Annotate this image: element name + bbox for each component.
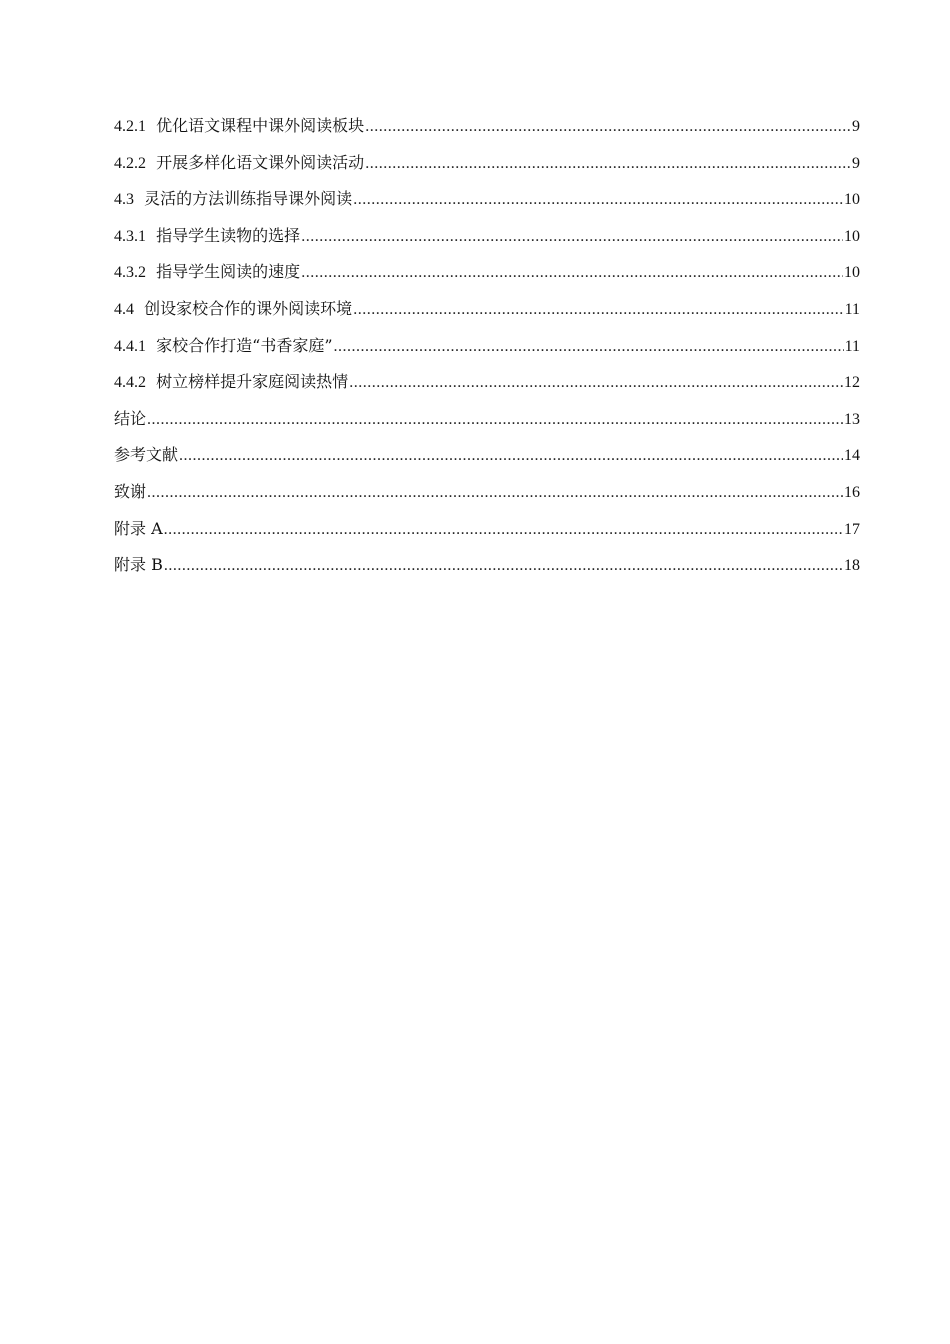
table-of-contents: [114, 108, 860, 584]
toc-dot-leader: [353, 292, 843, 329]
toc-entry-title: 结论: [114, 408, 147, 428]
toc-entry-title: 指导学生读物的选择: [146, 225, 301, 245]
toc-entry-title: 家校合作打造“书香家庭”: [146, 335, 333, 355]
toc-entry-page: 14: [844, 447, 860, 465]
toc-dot-leader: [349, 365, 843, 402]
toc-entry-page: 17: [844, 520, 860, 538]
toc-entry[interactable]: [114, 218, 860, 255]
toc-entry-number: 4.4: [114, 300, 134, 318]
toc-dot-leader: [164, 512, 843, 549]
toc-entry-page: 12: [844, 374, 860, 392]
toc-entry[interactable]: [114, 328, 860, 365]
toc-entry-page: 18: [844, 557, 860, 575]
toc-entry-title: 优化语文课程中课外阅读板块: [146, 116, 365, 135]
toc-entry-page: 9: [852, 154, 860, 172]
toc-dot-leader: [365, 146, 851, 183]
toc-entry[interactable]: [114, 108, 860, 145]
toc-entry-number: 4.2.2: [114, 154, 146, 172]
toc-entry-page: 9: [852, 118, 860, 135]
toc-dot-leader: [334, 329, 844, 366]
toc-entry[interactable]: [114, 547, 860, 584]
toc-entry-title: 附录 A: [114, 518, 163, 538]
toc-dot-leader: [164, 548, 843, 585]
toc-entry[interactable]: [114, 474, 860, 511]
toc-entry[interactable]: [114, 401, 860, 438]
toc-entry-number: 4.3: [114, 191, 134, 209]
toc-dot-leader: [365, 109, 851, 146]
toc-entry-number: 4.2.1: [114, 118, 146, 135]
toc-dot-leader: [147, 475, 843, 512]
toc-entry-title: 创设家校合作的课外阅读环境: [134, 298, 353, 318]
toc-entry-number: 4.3.1: [114, 227, 146, 245]
toc-entry[interactable]: [114, 181, 860, 218]
toc-entry-title: 附录 B: [114, 555, 163, 575]
toc-entry-page: 10: [844, 227, 860, 245]
toc-entry-page: 16: [844, 483, 860, 501]
toc-dot-leader: [147, 402, 843, 439]
toc-entry-number: 4.3.2: [114, 264, 146, 282]
toc-entry-number: 4.4.1: [114, 337, 146, 355]
toc-dot-leader: [301, 219, 843, 256]
toc-entry-title: 灵活的方法训练指导课外阅读: [134, 189, 353, 209]
toc-entry-page: 10: [844, 191, 860, 209]
toc-entry[interactable]: [114, 254, 860, 291]
toc-entry-title: 指导学生阅读的速度: [146, 262, 301, 282]
toc-entry-page: 11: [844, 300, 860, 318]
toc-entry[interactable]: [114, 145, 860, 182]
toc-entry[interactable]: [114, 511, 860, 548]
toc-dot-leader: [353, 182, 843, 219]
toc-entry-title: 参考文献: [114, 445, 179, 465]
toc-entry-title: 致谢: [114, 481, 147, 501]
toc-entry-number: 4.4.2: [114, 374, 146, 392]
toc-entry-title: 树立榜样提升家庭阅读热情: [146, 372, 349, 392]
toc-entry-page: 10: [844, 264, 860, 282]
toc-entry[interactable]: [114, 437, 860, 474]
toc-dot-leader: [301, 255, 843, 292]
toc-entry-title: 开展多样化语文课外阅读活动: [146, 152, 365, 172]
toc-entry[interactable]: [114, 291, 860, 328]
toc-dot-leader: [179, 438, 843, 475]
toc-entry[interactable]: [114, 364, 860, 401]
toc-entry-page: 13: [844, 410, 860, 428]
toc-entry-page: 11: [844, 337, 860, 355]
